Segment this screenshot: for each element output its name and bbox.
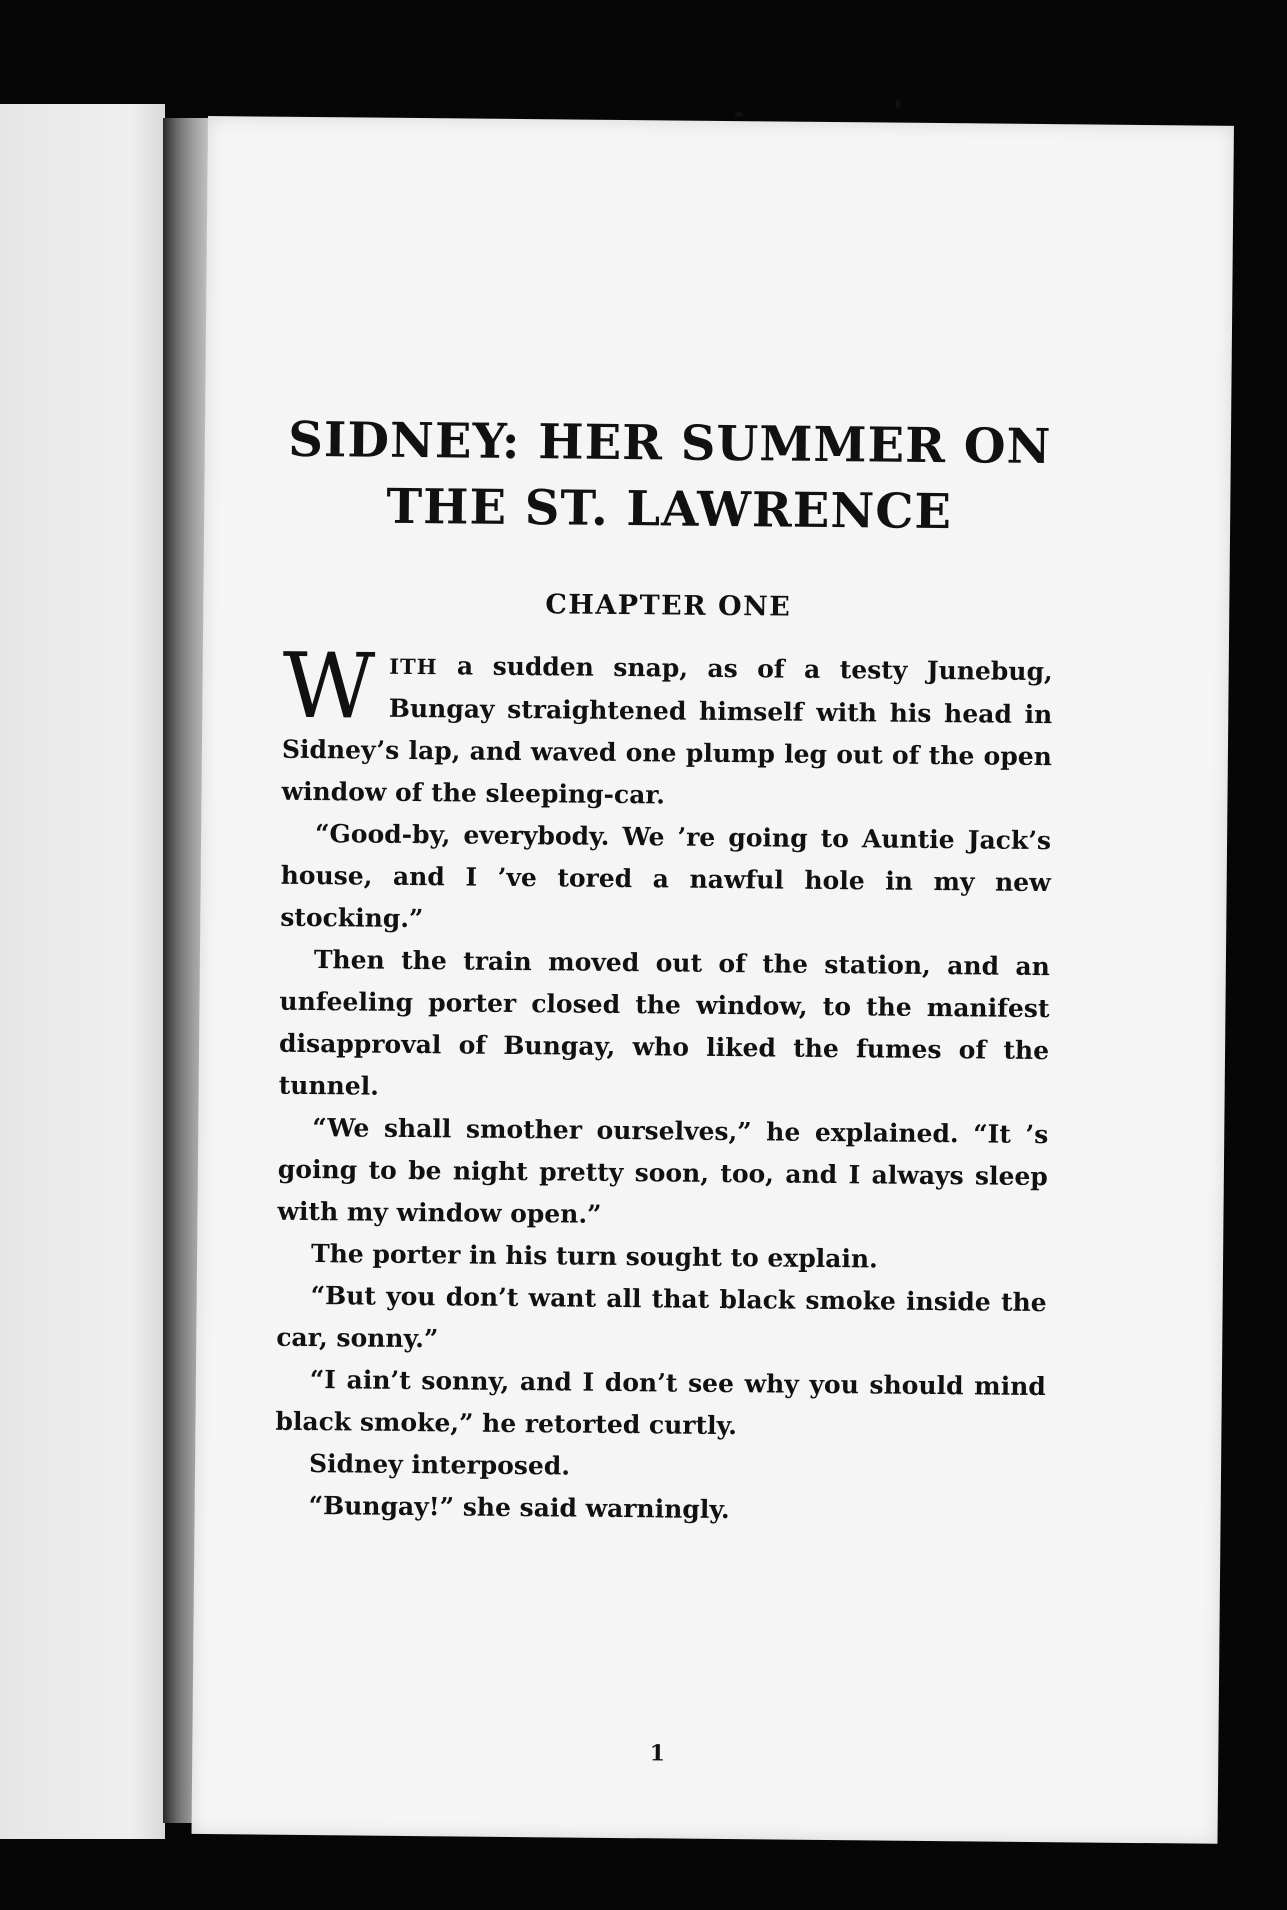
scan-speck <box>895 100 901 108</box>
book-title <box>284 407 1055 546</box>
page-number: 1 <box>649 1740 666 1767</box>
paragraph-2: “Good-by, everybody. We ’re going to Auntie Jack’s house, and I ’ve tored a nawful hole in my new stocking.” <box>280 819 1052 934</box>
paragraph-7: “I ain’t sonny, and I don’t see why you should mind black smoke,” he retorted curtly. <box>275 1365 1046 1441</box>
book-page <box>192 116 1234 1844</box>
paragraph-3: Then the train moved out of the station, and an unfeeling porter closed the window, to the manifest disapproval of Bungay, who liked the fumes of the tunnel. <box>278 945 1051 1101</box>
paragraph-5: The porter in his turn sought to explain. <box>310 1239 878 1274</box>
title-line-2: THE ST. LAWRENCE <box>386 478 953 541</box>
paragraph-1 <box>281 633 1053 820</box>
paragraph-1-text: a sudden snap, as of a testy Junebug, Bungay straightened himself with his head in Sidney’s lap, and waved one plump leg out of the open window of the sleeping-car. <box>281 651 1053 810</box>
previous-page-edge <box>0 104 165 1839</box>
page-content <box>274 407 1055 1767</box>
title-line-1: SIDNEY: HER SUMMER ON <box>288 411 1052 476</box>
paragraph-6: “But you don’t want all that black smoke inside the car, sonny.” <box>276 1281 1047 1354</box>
paragraph-9: “Bungay!” she said warningly. <box>308 1491 730 1525</box>
paragraph-4: “We shall smother ourselves,” he explained. “It ’s going to be night pretty soon, too, and I always sleep with my window open.” <box>277 1113 1049 1229</box>
first-word-rest: ITH <box>389 653 438 680</box>
scan-speck <box>735 112 743 117</box>
chapter-heading: CHAPTER ONE <box>545 589 792 623</box>
drop-cap: W <box>282 633 376 740</box>
paragraph-8: Sidney interposed. <box>308 1449 571 1481</box>
